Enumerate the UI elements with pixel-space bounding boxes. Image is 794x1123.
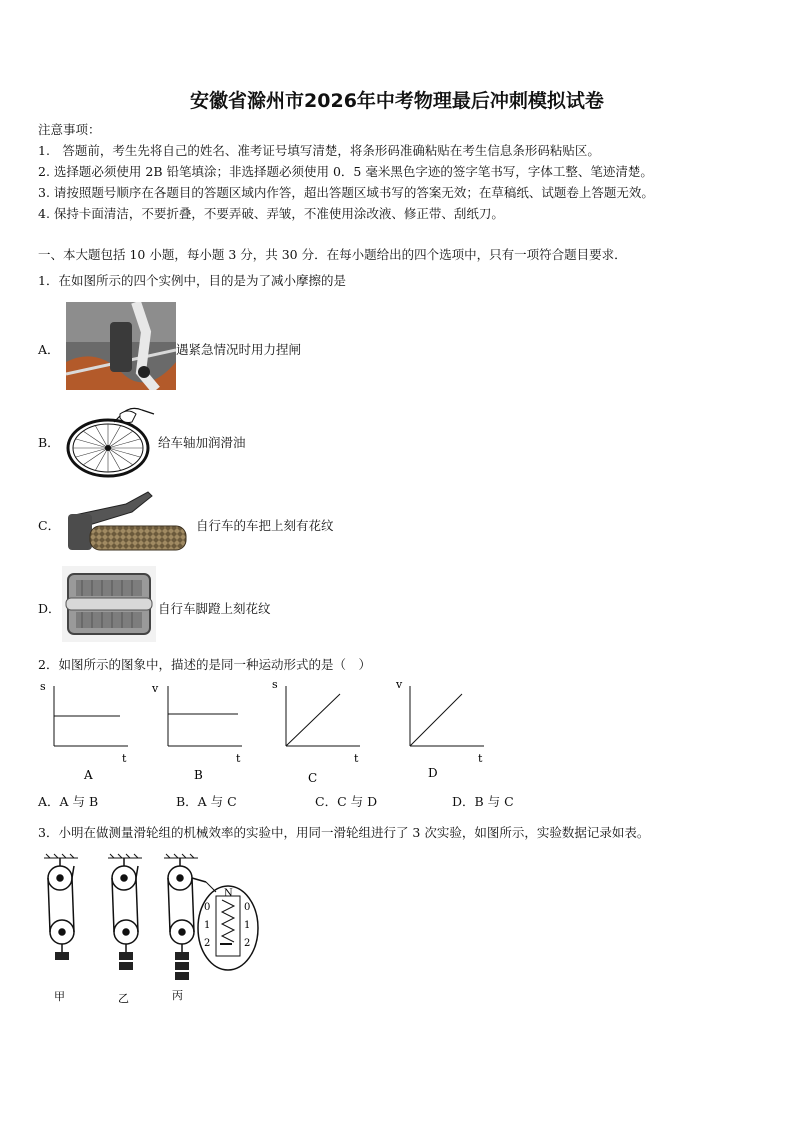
handlebar-grip-figure bbox=[66, 486, 190, 556]
graph-a-ylabel: s bbox=[40, 680, 46, 693]
scale-right-0: 0 bbox=[244, 902, 251, 913]
graph-d bbox=[392, 678, 492, 788]
scale-right-2: 2 bbox=[244, 938, 251, 949]
option-c-text: 自行车的车把上刻有花纹 bbox=[196, 518, 334, 533]
notice-heading: 注意事项： bbox=[38, 122, 101, 137]
caption-yi: 乙 bbox=[118, 992, 129, 1005]
graph-c-xlabel: t bbox=[354, 752, 359, 765]
caption-bing: 丙 bbox=[172, 989, 183, 1002]
question-1-stem: 1．在如图所示的四个实例中，目的是为了减小摩擦的是 bbox=[38, 273, 346, 288]
graph-b-xlabel: t bbox=[236, 752, 241, 765]
section-heading: 一、本大题包括 10 小题，每小题 3 分，共 30 分．在每小题给出的四个选项中，只有一项符合题目要求． bbox=[38, 247, 627, 262]
notice-item: 2. 选择题必须使用 2B 铅笔填涂；非选择题必须使用 0．5 毫米黑色字迹的签字笔书写，字体工整、笔迹清楚。 bbox=[38, 164, 653, 179]
scale-left-0: 0 bbox=[204, 902, 211, 913]
graph-c bbox=[268, 678, 368, 788]
wheel-oil-figure bbox=[62, 404, 158, 480]
notice-item: 4. 保持卡面清洁，不要折叠，不要弄破、弄皱，不准使用涂改液、修正带、刮纸刀。 bbox=[38, 206, 504, 221]
q2-choice-c: C．C 与 D bbox=[315, 794, 378, 809]
option-b-letter: B． bbox=[38, 435, 60, 450]
notice-item: 3. 请按照题号顺序在各题目的答题区域内作答，超出答题区域书写的答案无效；在草稿纸、试题卷上答题无效。 bbox=[38, 185, 654, 200]
brake-photo bbox=[66, 302, 176, 390]
graph-d-caption: D bbox=[428, 766, 438, 780]
q2-choice-a: A．A 与 B bbox=[38, 794, 99, 809]
q2-choice-b: B．A 与 C bbox=[176, 794, 237, 809]
graph-b-caption: B bbox=[194, 768, 203, 782]
scale-left-1: 1 bbox=[204, 920, 211, 931]
graph-a-caption: A bbox=[84, 768, 93, 782]
question-3-stem: 3．小明在做测量滑轮组的机械效率的实验中，用同一滑轮组进行了 3 次实验，如图所示，实验数据记录如表。 bbox=[38, 825, 650, 840]
pulley-system-figure bbox=[36, 852, 266, 1012]
page-title: 安徽省滁州市2026年中考物理最后冲刺模拟试卷 bbox=[190, 90, 604, 112]
option-a-letter: A． bbox=[38, 342, 60, 357]
caption-jia: 甲 bbox=[54, 990, 65, 1003]
graph-b bbox=[150, 678, 250, 788]
question-2-stem: 2．如图所示的图象中，描述的是同一种运动形式的是（ ） bbox=[38, 657, 371, 672]
notice-item: 1. 答题前，考生先将自己的姓名、准考证号填写清楚，将条形码准确粘贴在考生信息条形码粘贴区。 bbox=[38, 143, 600, 158]
q2-choice-d: D．B 与 C bbox=[452, 794, 514, 809]
option-c-letter: C． bbox=[38, 518, 61, 533]
graph-a-xlabel: t bbox=[122, 752, 127, 765]
scale-right-1: 1 bbox=[244, 920, 251, 931]
pedal-photo bbox=[62, 566, 156, 642]
option-d-text: 自行车脚蹬上刻花纹 bbox=[158, 601, 271, 616]
graph-d-xlabel: t bbox=[478, 752, 483, 765]
option-d-letter: D． bbox=[38, 601, 61, 616]
option-b-text: 给车轴加润滑油 bbox=[158, 435, 246, 450]
graph-c-ylabel: s bbox=[272, 678, 278, 691]
graph-b-ylabel: v bbox=[152, 682, 159, 695]
graph-c-caption: C bbox=[308, 771, 318, 785]
option-a-text: 遇紧急情况时用力捏闸 bbox=[176, 342, 302, 357]
scale-label-n: N bbox=[224, 888, 233, 899]
graph-a bbox=[36, 678, 136, 788]
graph-d-ylabel: v bbox=[396, 678, 403, 691]
scale-left-2: 2 bbox=[204, 938, 211, 949]
